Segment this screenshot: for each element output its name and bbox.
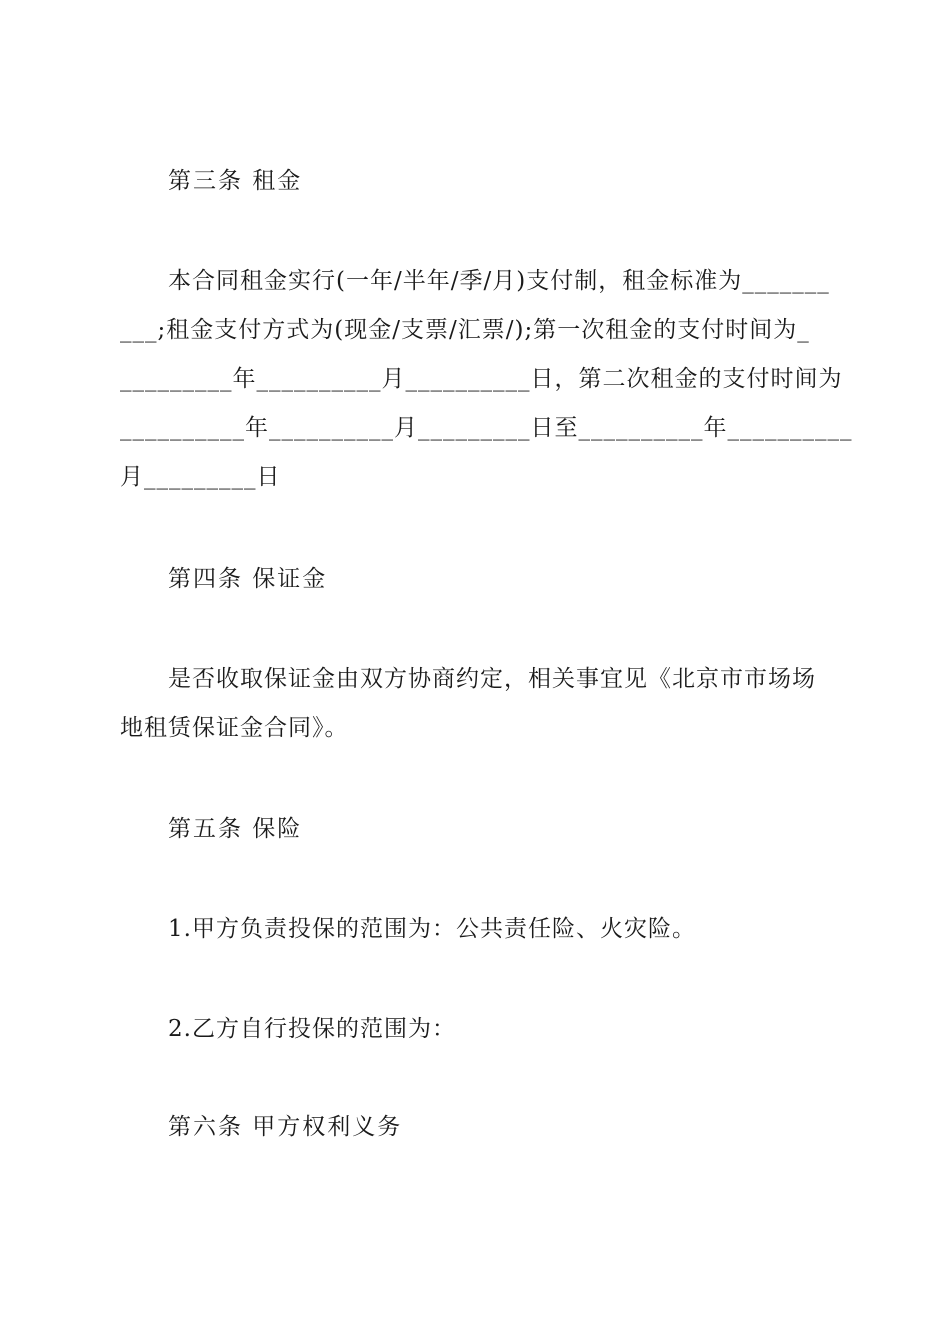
rent-line-1: 本合同租金实行(一年/半年/季/月)支付制，租金标准为_______ — [168, 268, 830, 294]
rent-line-4: __________年__________月_________日至__________年__________ — [120, 415, 853, 441]
deposit-line-1: 是否收取保证金由双方协商约定，相关事宜见《北京市市场场 — [168, 666, 816, 692]
section-heading-deposit: 第四条 保证金 — [168, 566, 328, 592]
rent-line-2: ___;租金支付方式为(现金/支票/汇票/);第一次租金的支付时间为_ — [120, 317, 810, 343]
insurance-item-2: 2.乙方自行投保的范围为： — [168, 1016, 456, 1042]
section-heading-party-a-rights: 第六条 甲方权利义务 — [168, 1114, 403, 1140]
insurance-item-1: 1.甲方负责投保的范围为：公共责任险、火灾险。 — [168, 916, 696, 942]
section-heading-insurance: 第五条 保险 — [168, 816, 303, 842]
section-heading-rent: 第三条 租金 — [168, 168, 303, 194]
deposit-line-2: 地租赁保证金合同》。 — [120, 715, 349, 741]
rent-line-5: 月_________日 — [120, 464, 281, 490]
rent-line-3: _________年__________月__________日，第二次租金的支付时间为 — [120, 366, 843, 392]
